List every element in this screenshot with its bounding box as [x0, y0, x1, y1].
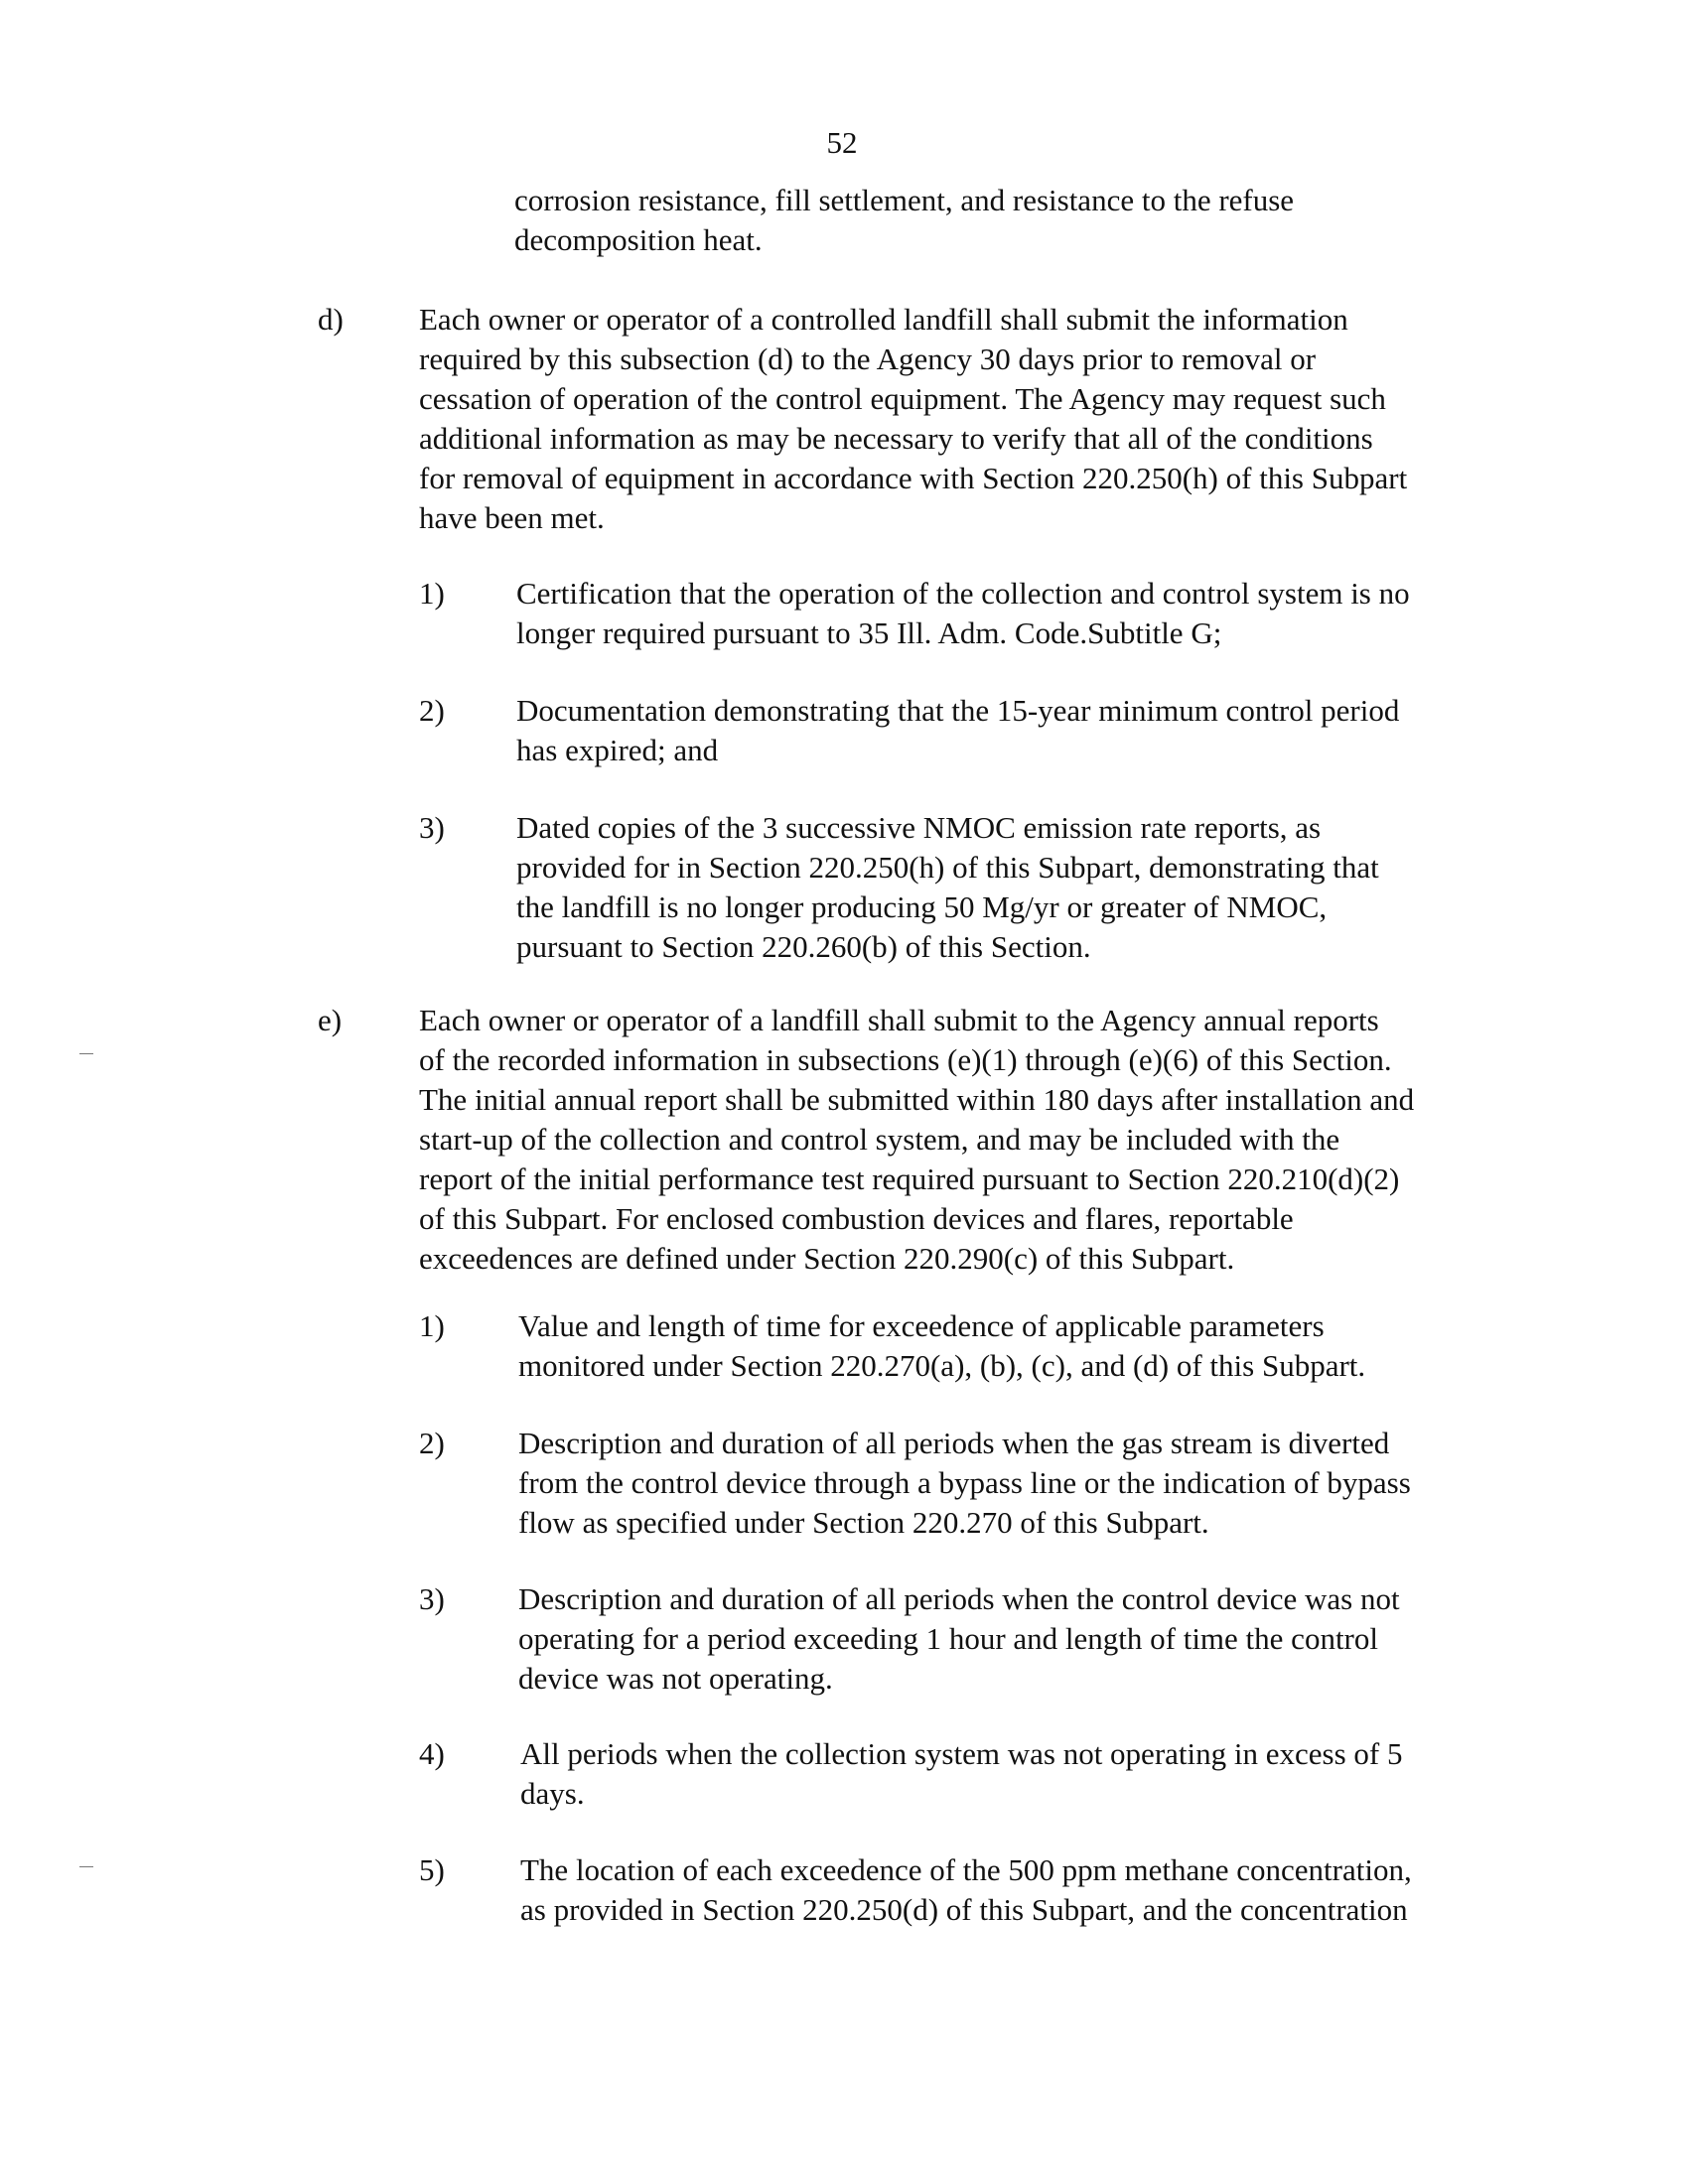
item-e2-paragraph	[518, 1424, 1411, 1543]
text-line: as provided in Section 220.250(d) of this Subpart, and the concentration	[520, 1892, 1408, 1927]
text-line: Dated copies of the 3 successive NMOC emission rate reports, as	[516, 810, 1322, 845]
item-marker-e4: 4)	[419, 1736, 445, 1771]
item-e4-paragraph	[520, 1734, 1402, 1814]
continuation-paragraph	[514, 181, 1294, 260]
text-line: longer required pursuant to 35 Ill. Adm. Code.Subtitle G;	[516, 615, 1222, 650]
text-line: The location of each exceedence of the 500 ppm methane concentration,	[520, 1852, 1412, 1887]
item-marker-d2: 2)	[419, 693, 445, 728]
item-marker-e5: 5)	[419, 1852, 445, 1887]
text-line: exceedences are defined under Section 220.290(c) of this Subpart.	[419, 1241, 1235, 1276]
text-line: monitored under Section 220.270(a), (b), (c), and (d) of this Subpart.	[518, 1348, 1366, 1383]
text-line: Description and duration of all periods when the control device was not	[518, 1581, 1400, 1616]
text-line: Value and length of time for exceedence of applicable parameters	[518, 1308, 1325, 1343]
text-line: operating for a period exceeding 1 hour and length of time the control	[518, 1621, 1378, 1656]
text-line: the landfill is no longer producing 50 Mg/yr or greater of NMOC,	[516, 889, 1328, 924]
text-line: required by this subsection (d) to the Agency 30 days prior to removal or	[419, 341, 1317, 376]
text-line: from the control device through a bypass line or the indication of bypass	[518, 1465, 1411, 1500]
margin-mark	[79, 1866, 93, 1867]
item-e3-paragraph	[518, 1579, 1400, 1699]
text-line: flow as specified under Section 220.270 of this Subpart.	[518, 1505, 1209, 1540]
subsection-marker-d: d)	[318, 302, 344, 337]
text-line: report of the initial performance test required pursuant to Section 220.210(d)(2)	[419, 1161, 1400, 1196]
text-line: days.	[520, 1776, 585, 1811]
text-line: Certification that the operation of the collection and control system is no	[516, 576, 1410, 611]
text-line: of this Subpart. For enclosed combustion devices and flares, reportable	[419, 1201, 1294, 1236]
text-line: of the recorded information in subsections (e)(1) through (e)(6) of this Section.	[419, 1042, 1392, 1077]
text-line: Documentation demonstrating that the 15-year minimum control period	[516, 693, 1400, 728]
text-line: cessation of operation of the control equipment. The Agency may request such	[419, 381, 1386, 416]
text-line: Each owner or operator of a controlled landfill shall submit the information	[419, 302, 1348, 337]
item-marker-d3: 3)	[419, 810, 445, 845]
margin-mark	[79, 1053, 93, 1054]
text-line: pursuant to Section 220.260(b) of this Section.	[516, 929, 1091, 964]
text-line: additional information as may be necessary to verify that all of the conditions	[419, 421, 1373, 456]
item-d2-paragraph	[516, 691, 1399, 770]
item-marker-e2: 2)	[419, 1426, 445, 1460]
item-d3-paragraph	[516, 808, 1379, 967]
text-line: have been met.	[419, 500, 605, 535]
text-line: corrosion resistance, fill settlement, and resistance to the refuse	[514, 183, 1295, 217]
item-e5-paragraph	[520, 1850, 1412, 1930]
text-line: decomposition heat.	[514, 222, 763, 257]
text-line: device was not operating.	[518, 1661, 833, 1696]
text-line: Description and duration of all periods when the gas stream is diverted	[518, 1426, 1390, 1460]
text-line: The initial annual report shall be submitted within 180 days after installation and	[419, 1082, 1415, 1117]
text-line: has expired; and	[516, 733, 719, 767]
item-marker-e1: 1)	[419, 1308, 445, 1343]
text-line: Each owner or operator of a landfill shall submit to the Agency annual reports	[419, 1003, 1379, 1037]
subsection-marker-e: e)	[318, 1003, 343, 1037]
text-line: start-up of the collection and control system, and may be included with the	[419, 1122, 1340, 1157]
item-e1-paragraph	[518, 1306, 1365, 1386]
subsection-e-paragraph	[419, 1001, 1414, 1279]
text-line: provided for in Section 220.250(h) of this Subpart, demonstrating that	[516, 850, 1379, 885]
subsection-d-paragraph	[419, 300, 1407, 538]
item-marker-d1: 1)	[419, 576, 445, 611]
item-marker-e3: 3)	[419, 1581, 445, 1616]
item-d1-paragraph	[516, 574, 1410, 653]
text-line: for removal of equipment in accordance with Section 220.250(h) of this Subpart	[419, 461, 1408, 495]
text-line: All periods when the collection system was not operating in excess of 5	[520, 1736, 1403, 1771]
page-number: 52	[826, 125, 858, 160]
